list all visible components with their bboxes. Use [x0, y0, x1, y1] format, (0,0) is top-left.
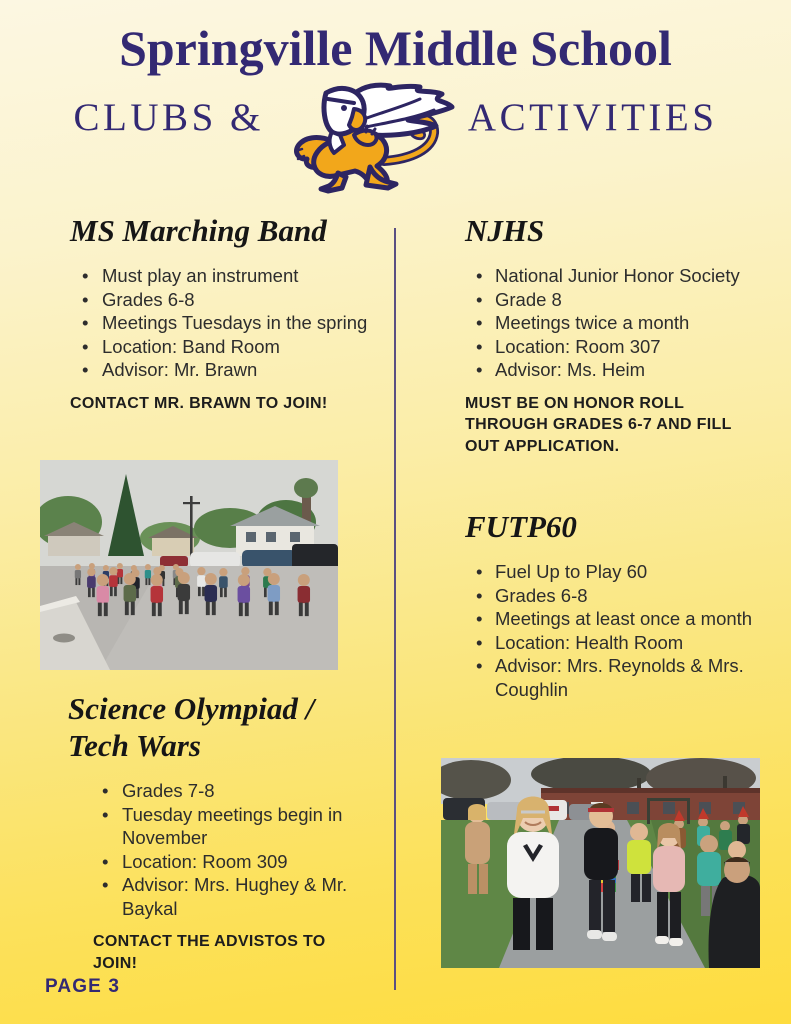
bullet-item: • Fuel Up to Play 60 [465, 560, 773, 584]
bullet-item: • Meetings twice a month [465, 311, 770, 335]
page-header [0, 22, 791, 199]
bullet-item: • Grades 6-8 [70, 288, 375, 312]
griffin-mascot-icon [266, 77, 466, 195]
club-note: CONTACT MR. BRAWN TO JOIN! [70, 394, 328, 412]
section-ms-marching-band [70, 212, 375, 414]
bullet-item: • Advisor: Ms. Heim [465, 358, 770, 382]
club-title: Science Olympiad / Tech Wars [68, 691, 315, 764]
section-njhs [465, 212, 770, 457]
bullet-item: • Advisor: Mrs. Reynolds & Mrs. Coughlin [465, 654, 773, 701]
bullet-item: • Advisor: Mrs. Hughey & Mr. Baykal [68, 873, 353, 920]
bullet-item: • Meetings at least once a month [465, 607, 773, 631]
club-bullet-list [465, 264, 770, 382]
club-bullet-list [70, 264, 375, 382]
subtitle-clubs: CLUBS & [73, 95, 264, 139]
bullet-item: • Location: Room 309 [68, 850, 353, 874]
section-futp60 [465, 508, 773, 701]
page-number-label: PAGE 3 [45, 976, 121, 997]
photo-futp60-run [441, 758, 760, 968]
bullet-item: • Location: Room 307 [465, 335, 770, 359]
bullet-item: • Advisor: Mr. Brawn [70, 358, 375, 382]
section-science-olympiad-tech-wars [68, 690, 353, 975]
bullet-item: • National Junior Honor Society [465, 264, 770, 288]
club-title: FUTP60 [465, 509, 577, 544]
page-title: Springville Middle School [119, 20, 672, 76]
club-title: MS Marching Band [70, 213, 327, 248]
column-divider [394, 228, 396, 990]
bullet-item: • Meetings Tuesdays in the spring [70, 311, 375, 335]
subtitle-row [0, 79, 791, 199]
club-title: NJHS [465, 213, 545, 248]
club-bullet-list [465, 560, 773, 701]
bullet-item: • Tuesday meetings begin in November [68, 803, 353, 850]
club-note: CONTACT THE ADVISTOS TO JOIN! [93, 933, 326, 972]
club-note: MUST BE ON HONOR ROLL THROUGH GRADES 6-7 AND FILL OUT APPLICATION. [465, 394, 732, 455]
club-bullet-list [68, 779, 353, 920]
bullet-item: • Grades 6-8 [465, 584, 773, 608]
bullet-item: • Location: Health Room [465, 631, 773, 655]
bullet-item: • Grades 7-8 [68, 779, 353, 803]
photo-marching-band [40, 460, 338, 670]
bullet-item: • Grade 8 [465, 288, 770, 312]
bullet-item: • Must play an instrument [70, 264, 375, 288]
bullet-item: • Location: Band Room [70, 335, 375, 359]
subtitle-activities: ACTIVITIES [467, 95, 718, 139]
